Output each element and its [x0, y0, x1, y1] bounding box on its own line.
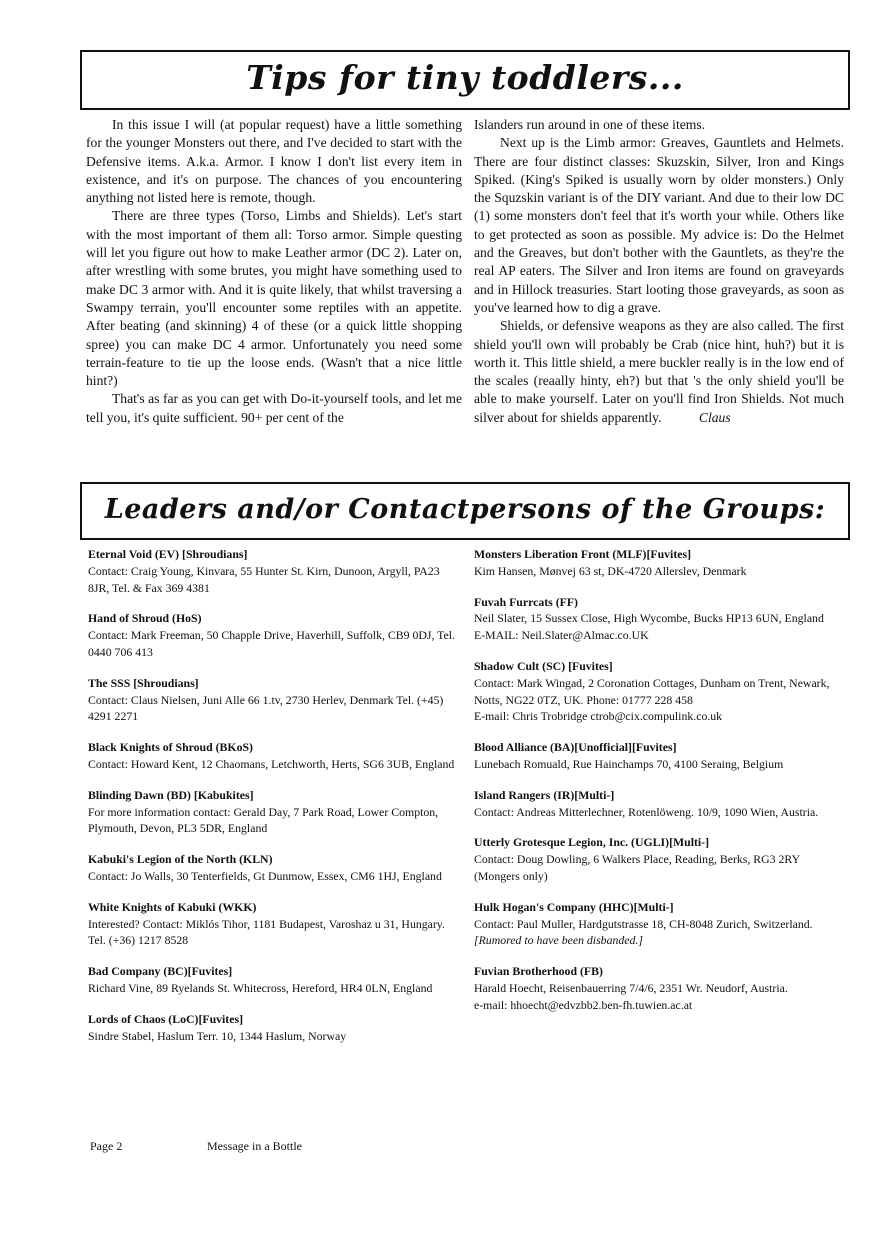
contact-note: [Rumored to have been disbanded.] [474, 933, 643, 948]
contact-entry [474, 546, 848, 580]
contact-detail: Contact: Mark Wingad, 2 Coronation Cottages, Dunham on Trent, Newark, Notts, NG22 0TZ, UK. Phone: 01777 228 458 [474, 675, 830, 707]
contact-entry [88, 787, 462, 837]
group-name: Eternal Void (EV) [Shroudians] [88, 547, 248, 561]
group-name: Fuvah Furrcats (FF) [474, 594, 578, 609]
group-name: Bad Company (BC)[Fuvites] [88, 964, 233, 979]
contact-entry [474, 834, 848, 884]
contact-detail: Lunebach Romuald, Rue Hainchamps 70, 4100 Seraing, Belgium [474, 756, 784, 771]
article-paragraph: Next up is the Limb armor: Greaves, Gauntlets and Helmets. There are four distinct classes: Skuzskin, Silver, Iron and Kings Spiked. (King's Spiked is usually worn by older monsters.) Only the Squzskin variant is of the DIY variant. And due to their low DC (1) some monsters don't feel that it's worth your while. Others like to get protected as soon as possible. My advice is: Do the Helmet and the Greaves, but don't bother with the Gauntlets, as they're the real AP eaters. The Silver and Iron items are found on graveyards and in Hillock treasuries. Start looting those graveyards, as soon as you've learned how to dig a grave. [474, 135, 844, 315]
contact-detail: Contact: Howard Kent, 12 Chaomans, Letchworth, Herts, SG6 3UB, England [88, 756, 455, 771]
contact-detail: Contact: Paul Muller, Hardgutstrasse 18, CH-8048 Zurich, Switzerland. [474, 916, 813, 931]
contact-detail: Kim Hansen, Mønvej 63 st, DK-4720 Allerslev, Denmark [474, 563, 747, 578]
contacts-right-column [474, 546, 848, 1028]
contact-detail: Contact: Mark Freeman, 50 Chapple Drive, Haverhill, Suffolk, CB9 0DJ, Tel. 0440 706 413 [88, 628, 456, 659]
group-name: Lords of Chaos (LoC)[Fuvites] [88, 1011, 243, 1026]
contact-entry [474, 963, 848, 1013]
article-paragraph: There are three types (Torso, Limbs and Shields). Let's start with the most important of them all: Torso armor. Simple questing will let you figure out how to make Leather armor (DC 2). Later on, after wrestling with some brutes, you might have something used to make DC 3 armor with. And it is quite likely, that whilst traversing a Swampy terrain, you'll encounter some reptiles with an appetite. After beating (and skinning) 4 of these (or a quick little shopping spree) you can make DC 4 armor. Unfortunately you need some terrain-feature to tie up the loose ends. (Wasn't that a nice little hint?) [86, 208, 462, 389]
contact-entry [474, 739, 848, 773]
article-title: Tips for tiny toddlers... [246, 58, 684, 97]
article-paragraph [474, 317, 844, 427]
contact-entry [88, 675, 462, 725]
publication-name: Message in a Bottle [207, 1139, 302, 1153]
contact-detail: Richard Vine, 89 Ryelands St. Whitecross, Hereford, HR4 0LN, England [88, 980, 433, 995]
contact-detail: Contact: Doug Dowling, 6 Walkers Place, Reading, Berks, RG3 2RY [474, 852, 801, 867]
contact-detail: Neil Slater, 15 Sussex Close, High Wycombe, Bucks HP13 6UN, England [474, 611, 824, 626]
page-number: Page 2 [90, 1139, 123, 1153]
article-title-box [80, 50, 850, 110]
contact-entry [474, 787, 848, 821]
article-left-column [86, 116, 462, 427]
contact-entry [474, 658, 848, 725]
contact-detail: E-MAIL: Neil.Slater@Almac.co.UK [474, 628, 649, 643]
article-right-column [474, 116, 844, 427]
contact-entry [88, 1011, 462, 1045]
article-paragraph: That's as far as you can get with Do-it-yourself tools, and let me tell you, it's quite sufficient. 90+ per cent of the [86, 391, 462, 425]
contact-detail: Contact: Craig Young, Kinvara, 55 Hunter St. Kirn, Dunoon, Argyll, PA23 8JR, Tel. & Fax 369 4381 [88, 563, 440, 595]
contact-detail: Harald Hoecht, Reisenbauerring 7/4/6, 2351 Wr. Neudorf, Austria. [474, 980, 788, 995]
contact-detail: (Mongers only) [474, 868, 548, 883]
section-title-box [80, 482, 850, 540]
contact-detail: Contact: Andreas Mitterlechner, Rotenlöweng. 10/9, 1090 Wien, Austria. [474, 804, 819, 819]
article-paragraph-text: Shields, or defensive weapons as they are also called. The first shield you'll own will probably be Crab (nice hint, huh?) but it is worth it. This little shield, a mere buckler really is in the low end of the scales (reaally hinty, eh?) but that 's the only shield you'll be able to make yourself. Later on you'll find Iron Shields. Not much silver about for shields apparently. [474, 318, 844, 425]
contact-detail: E-mail: Chris Trobridge ctrob@cix.compulink.co.uk [474, 709, 723, 724]
contact-detail: e-mail: hhoecht@edvzbb2.ben-fh.tuwien.ac.at [474, 997, 693, 1012]
group-name: Black Knights of Shroud (BKoS) [88, 740, 253, 755]
group-name: Shadow Cult (SC) [Fuvites] [474, 658, 613, 673]
group-name: Hulk Hogan's Company (HHC)[Multi-] [474, 899, 674, 914]
contact-entry [88, 851, 462, 885]
author-signature: Claus [698, 409, 731, 425]
group-name: Island Rangers (IR)[Multi-] [474, 787, 615, 802]
contact-entry [88, 546, 462, 596]
contact-entry [88, 610, 462, 660]
contact-entry [474, 594, 848, 644]
group-name: Fuvian Brotherhood (FB) [474, 964, 603, 979]
group-name: Hand of Shroud (HoS) [88, 611, 202, 626]
contact-entry [474, 899, 848, 949]
contact-detail: For more information contact: Gerald Day, 7 Park Road, Lower Compton, Plymouth, Devon, PL3 5DR, England [88, 804, 439, 836]
group-name: The SSS [Shroudians] [88, 675, 199, 690]
article-paragraph: Islanders run around in one of these items. [474, 117, 706, 132]
group-name: Blinding Dawn (BD) [Kabukites] [88, 787, 254, 802]
group-name: White Knights of Kabuki (WKK) [88, 899, 257, 914]
contact-detail: Contact: Claus Nielsen, Juni Alle 66 1.tv, 2730 Herlev, Denmark Tel. (+45) 4291 2271 [88, 692, 444, 724]
contact-entry [88, 963, 462, 997]
section-title: Leaders and/or Contactpersons of the Groups: [104, 494, 826, 525]
contact-entry [88, 739, 462, 773]
article-paragraph: In this issue I will (at popular request) have a little something for the younger Monsters out there, and I've decided to start with the Defensive items. A.k.a. Armor. I know I don't list every item in existence, and it's on purpose. The chances of you encountering anything not listed here is remote, though. [86, 117, 462, 206]
group-name: Kabuki's Legion of the North (KLN) [88, 852, 273, 867]
contact-entry [88, 899, 462, 949]
contact-detail: Contact: Jo Walls, 30 Tenterfields, Gt Dunmow, Essex, CM6 1HJ, England [88, 868, 442, 883]
contact-detail: Sindre Stabel, Haslum Terr. 10, 1344 Haslum, Norway [88, 1028, 347, 1043]
contact-detail: Interested? Contact: Miklós Tihor, 1181 Budapest, Varoshaz u 31, Hungary. Tel. (+36) 1217 8528 [88, 916, 445, 948]
group-name: Utterly Grotesque Legion, Inc. (UGLI)[Multi-] [474, 835, 710, 850]
group-name: Monsters Liberation Front (MLF)[Fuvites] [474, 547, 692, 561]
group-name: Blood Alliance (BA)[Unofficial][Fuvites] [474, 740, 677, 755]
contacts-left-column [88, 546, 462, 1058]
